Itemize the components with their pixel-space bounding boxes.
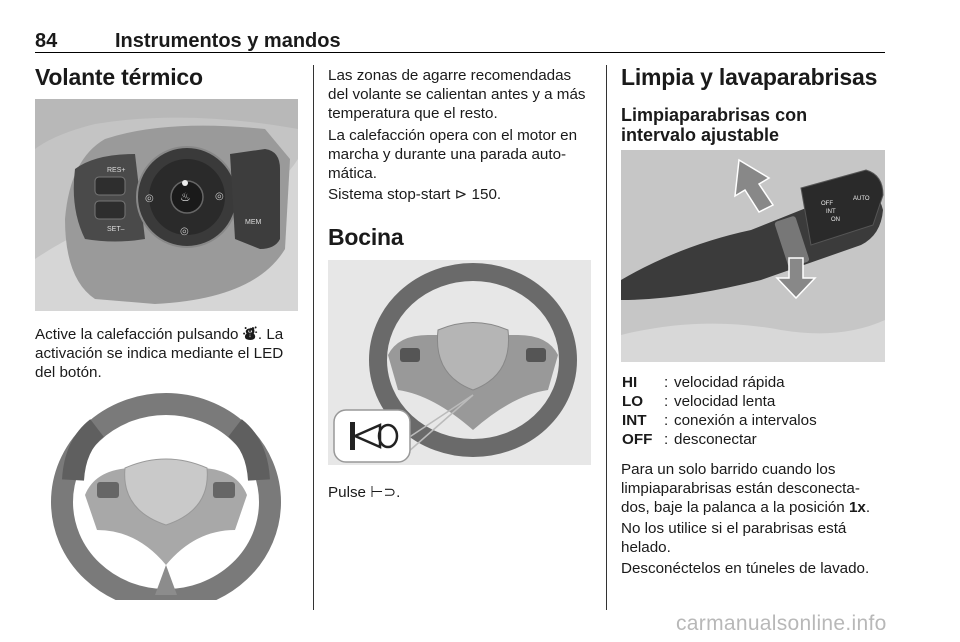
- list-item: [622, 431, 892, 450]
- def-sep: :: [664, 412, 669, 429]
- def-sep: :: [664, 374, 669, 391]
- paragraph-activate: Active la calefacción pulsando ⛇. La activación se indica mediante el LED del botón.: [35, 326, 284, 381]
- def-key: LO: [622, 393, 644, 410]
- page-header: [35, 30, 885, 53]
- lever-off-label: OFF: [821, 201, 833, 207]
- page-number: 84: [35, 30, 58, 52]
- paragraph-single-wipe: [621, 460, 887, 517]
- def-value: velocidad rápida: [674, 374, 785, 391]
- paragraph-stop-start-ref: Sistema stop-start ⊳ 150.: [328, 186, 502, 203]
- def-sep: :: [664, 393, 669, 410]
- column-divider: [313, 65, 314, 610]
- def-key: OFF: [622, 431, 653, 448]
- position-1x: 1x: [848, 499, 866, 516]
- lever-on-label: ON: [831, 217, 840, 223]
- svg-text:♨: ♨: [180, 190, 191, 204]
- steering-wheel-grip-figure: [35, 390, 298, 600]
- horn-figure: [328, 260, 591, 465]
- chapter-title: Instrumentos y mandos: [115, 30, 341, 52]
- section-title-horn: Bocina: [328, 224, 404, 250]
- def-sep: :: [664, 431, 669, 448]
- paragraph-car-wash: Desconéctelos en túneles de lavado.: [621, 560, 870, 577]
- def-key: HI: [622, 374, 638, 391]
- watermark: carmanualsonline.info: [676, 612, 887, 635]
- mem-label: MEM: [245, 219, 262, 226]
- column-divider: [606, 65, 607, 610]
- wiper-lever-figure: [621, 150, 885, 362]
- paragraph-frozen-warning: No los utilice si el parabrisas está helado.: [621, 520, 847, 556]
- svg-text:◎: ◎: [145, 193, 154, 204]
- section-title-wipers: Limpia y lavaparabrisas: [621, 64, 878, 90]
- list-item: [622, 374, 892, 393]
- lever-auto-label: AUTO: [853, 196, 870, 202]
- def-value: conexión a intervalos: [674, 412, 817, 429]
- subsection-title-interval-wiper: Limpiaparabrisas con intervalo ajustable: [621, 105, 808, 145]
- lever-int-label: INT: [826, 209, 836, 215]
- wiper-position-list: [622, 374, 892, 450]
- paragraph-grip-zones: Las zonas de agarre recomendadas del volante se calientan antes y a más temperatura que el resto.: [328, 67, 586, 122]
- set-label: SET–: [107, 226, 125, 233]
- list-item: [622, 412, 892, 431]
- list-item: [622, 393, 892, 412]
- def-value: desconectar: [674, 431, 757, 448]
- single-wipe-text: Para un solo barrido cuando los limpiaparabrisas están desconecta-dos, baje la palanca a la posición: [621, 461, 860, 516]
- svg-text:◎: ◎: [215, 191, 224, 202]
- heated-wheel-button-figure: [35, 99, 298, 311]
- paragraph-press-horn: Pulse ⊢⊃.: [328, 484, 401, 501]
- def-value: velocidad lenta: [674, 393, 776, 410]
- svg-text:◎: ◎: [180, 226, 189, 237]
- paragraph-heating-operation: La calefacción opera con el motor en marcha y durante una parada auto-mática.: [328, 127, 578, 182]
- period: .: [865, 499, 871, 516]
- res-label: RES+: [107, 167, 126, 174]
- def-key: INT: [622, 412, 647, 429]
- section-title-heated-wheel: Volante térmico: [35, 64, 203, 90]
